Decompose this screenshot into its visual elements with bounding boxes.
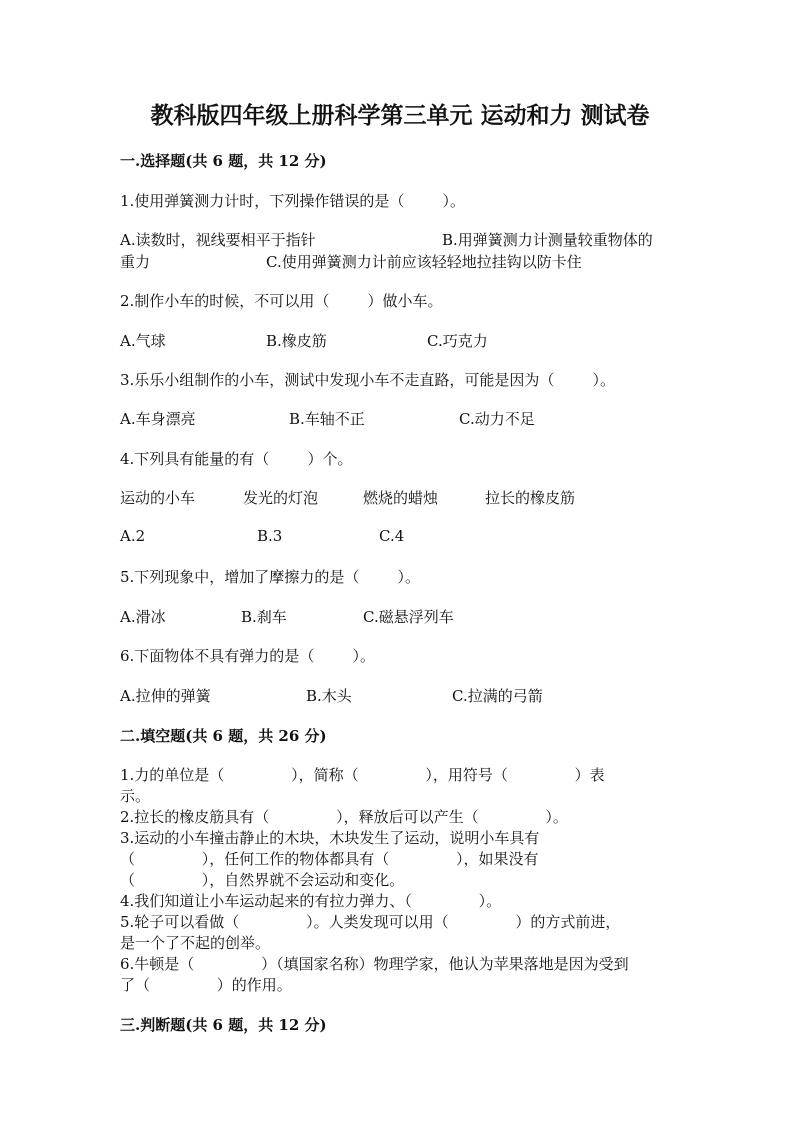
- question-3-stem: 3.乐乐小组制作的小车，测试中发现小车不走直路，可能是因为（ ）。: [120, 371, 615, 389]
- question-2-option-a: A.气球: [120, 332, 166, 350]
- section-heading-fill: 二.填空题(共 6 题，共 26 分): [120, 727, 327, 745]
- question-6-option-c: C.拉满的弓箭: [452, 687, 543, 705]
- question-5-option-c: C.磁悬浮列车: [363, 608, 454, 626]
- question-5-stem: 5.下列现象中，增加了摩擦力的是（ ）。: [120, 568, 420, 586]
- section-heading-judge: 三.判断题(共 6 题，共 12 分): [120, 1016, 327, 1034]
- question-1-stem: 1.使用弹簧测力计时，下列操作错误的是（ ）。: [120, 192, 465, 210]
- question-1-option-a: A.读数时，视线要相平于指针: [120, 231, 316, 249]
- question-2-option-b: B.橡皮筋: [266, 332, 327, 350]
- fill-line: （ ），任何工作的物体都具有（ ），如果没有: [120, 850, 539, 868]
- question-4-item: 发光的灯泡: [243, 489, 319, 507]
- question-4-option-a: A.2: [120, 527, 146, 545]
- question-3-option-a: A.车身漂亮: [120, 410, 196, 428]
- question-4-option-b: B.3: [257, 527, 283, 545]
- question-1-option-b: B.用弹簧测力计测量较重物体的: [442, 231, 653, 249]
- page-title: 教科版四年级上册科学第三单元 运动和力 测试卷: [150, 102, 650, 129]
- fill-line: 1.力的单位是（ ），简称（ ），用符号（ ）表: [120, 766, 605, 784]
- question-4-item: 运动的小车: [120, 489, 196, 507]
- fill-line: 了（ ）的作用。: [120, 976, 292, 994]
- question-4-option-c: C.4: [379, 527, 405, 545]
- question-2-stem: 2.制作小车的时候，不可以用（ ）做小车。: [120, 292, 443, 310]
- question-6-option-a: A.拉伸的弹簧: [120, 687, 211, 705]
- question-4-stem: 4.下列具有能量的有（ ）个。: [120, 450, 353, 468]
- fill-line: 示。: [120, 787, 151, 805]
- fill-line: 4.我们知道让小车运动起来的有拉力弹力、（ ）。: [120, 892, 502, 910]
- fill-line: 6.牛顿是（ ）（填国家名称）物理学家，他认为苹果落地是因为受到: [120, 955, 629, 973]
- fill-line: 3.运动的小车撞击静止的木块，木块发生了运动，说明小车具有: [120, 829, 540, 847]
- fill-line: 5.轮子可以看做（ ）。人类发现可以用（ ）的方式前进，: [120, 913, 621, 931]
- question-2-option-c: C.巧克力: [427, 332, 488, 350]
- question-1-option-b-continued: 重力: [120, 253, 151, 271]
- fill-line: 是一个了不起的创举。: [120, 934, 271, 952]
- question-3-option-c: C.动力不足: [459, 410, 535, 428]
- question-3-option-b: B.车轴不正: [289, 410, 365, 428]
- fill-line: 2.拉长的橡皮筋具有（ ），释放后可以产生（ ）。: [120, 808, 568, 826]
- question-4-item: 燃烧的蜡烛: [363, 489, 439, 507]
- question-6-stem: 6.下面物体不具有弹力的是（ ）。: [120, 647, 375, 665]
- question-5-option-b: B.刹车: [241, 608, 287, 626]
- question-6-option-b: B.木头: [306, 687, 352, 705]
- question-4-item: 拉长的橡皮筋: [485, 489, 576, 507]
- section-heading-choice: 一.选择题(共 6 题，共 12 分): [120, 152, 327, 170]
- fill-line: （ ），自然界就不会运动和变化。: [120, 871, 405, 889]
- question-1-option-c: C.使用弹簧测力计前应该轻轻地拉挂钩以防卡住: [266, 253, 582, 271]
- question-5-option-a: A.滑冰: [120, 608, 166, 626]
